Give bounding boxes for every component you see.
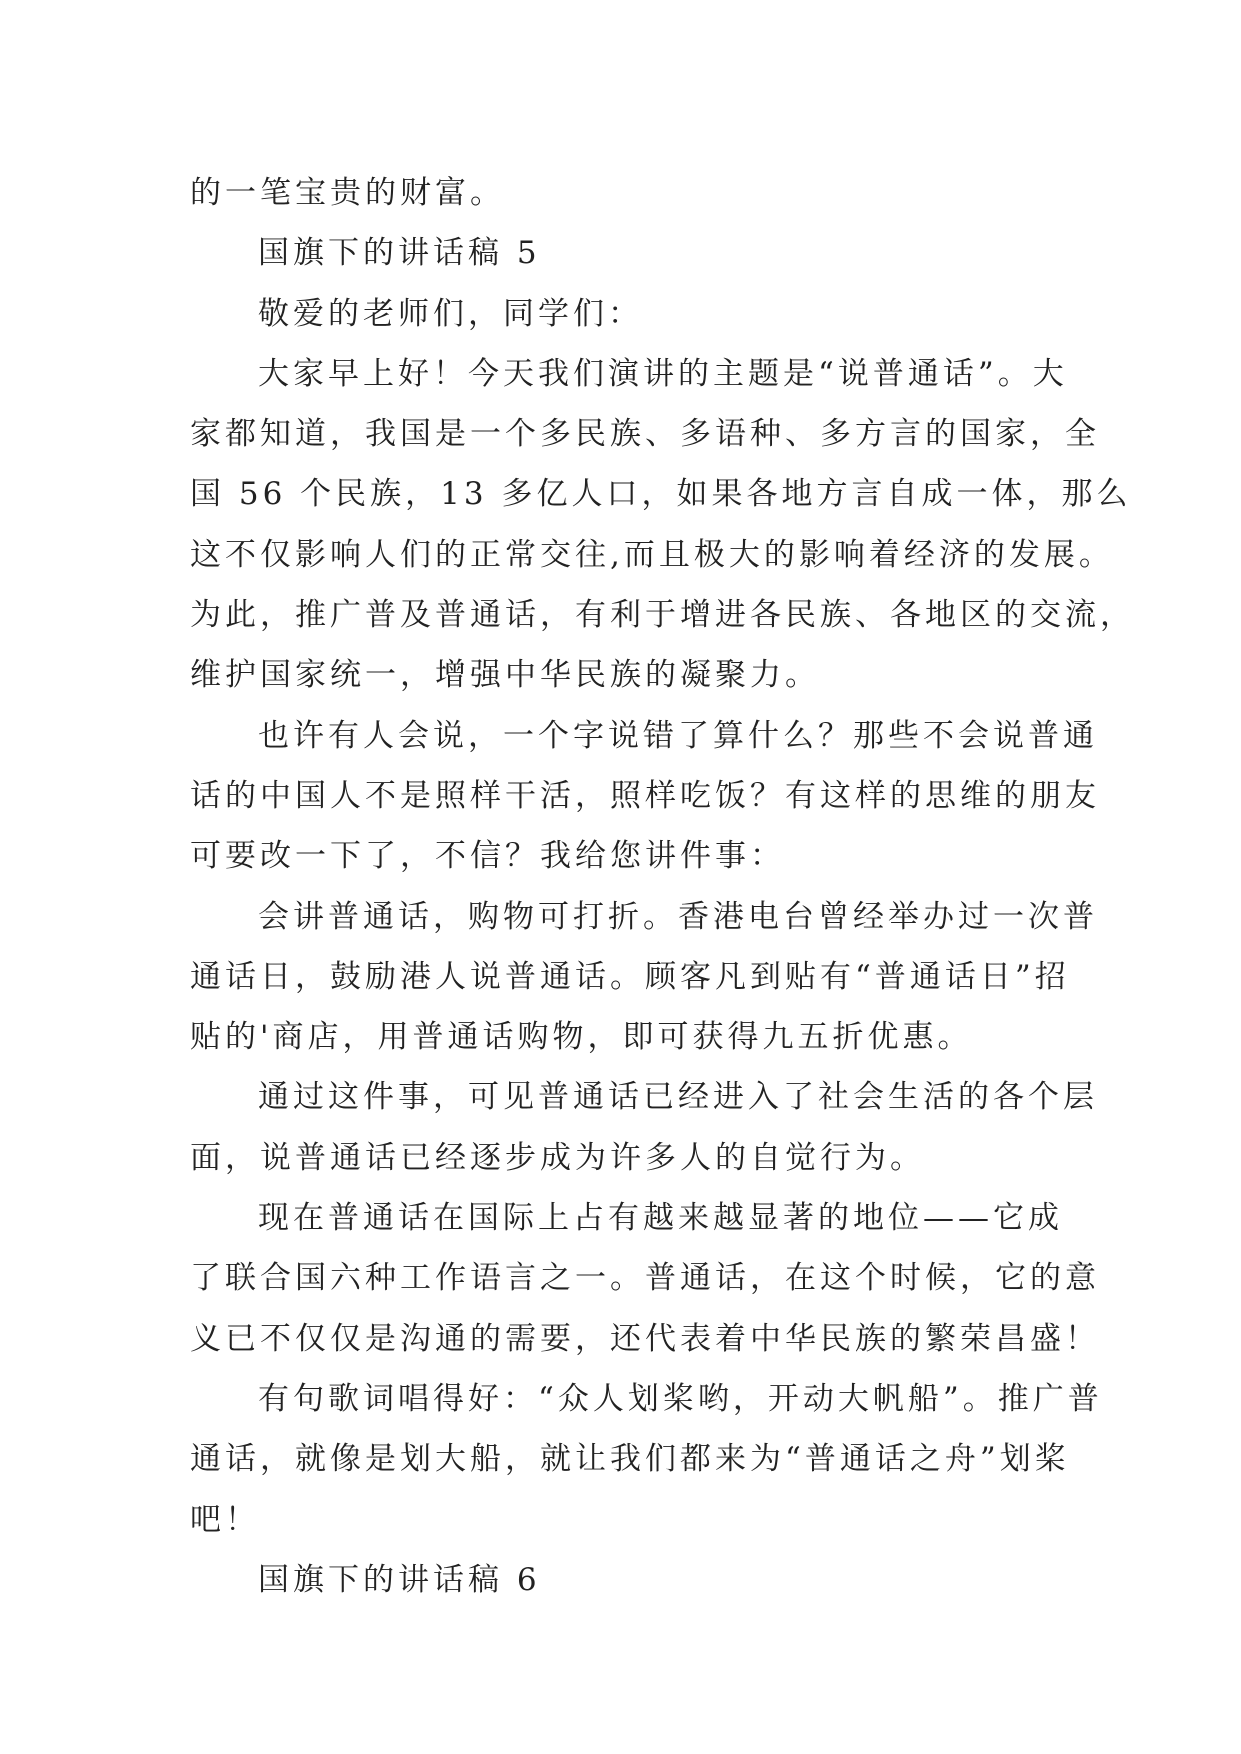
text-line: 有句歌词唱得好：“众人划桨哟，开动大帆船”。推广普 [258, 1380, 1103, 1417]
text-line: 维护国家统一，增强中华民族的凝聚力。 [190, 657, 820, 694]
text-line: 大家早上好！今天我们演讲的主题是“说普通话”。大 [258, 355, 1068, 392]
section-heading: 国旗下的讲话稿 5 [258, 235, 541, 272]
text-line: 会讲普通话，购物可打折。香港电台曾经举办过一次普 [258, 898, 1098, 935]
text-line: 了联合国六种工作语言之一。普通话，在这个时候，它的意 [190, 1260, 1100, 1297]
document-body [190, 163, 1135, 1610]
text-line: 通话，就像是划大船，就让我们都来为“普通话之舟”划桨 [190, 1441, 1070, 1478]
text-line: 面，说普通话已经逐步成为许多人的自觉行为。 [190, 1139, 925, 1176]
text-line: 义已不仅仅是沟通的需要，还代表着中华民族的繁荣昌盛！ [190, 1320, 1100, 1357]
text-line: 可要改一下了，不信？我给您讲件事： [190, 838, 785, 875]
text-line: 家都知道，我国是一个多民族、多语种、多方言的国家，全 [190, 416, 1100, 453]
text-line: 现在普通话在国际上占有越来越显著的地位——它成 [258, 1200, 1063, 1237]
text-line: 贴的'商店，用普通话购物，即可获得九五折优惠。 [190, 1019, 973, 1056]
text-line: 国 56 个民族，13 多亿人口，如果各地方言自成一体，那么 [190, 476, 1132, 513]
text-line: 话的中国人不是照样干活，照样吃饭？有这样的思维的朋友 [190, 777, 1100, 814]
text-line: 通话日，鼓励港人说普通话。顾客凡到贴有“普通话日”招 [190, 958, 1070, 995]
salutation: 敬爱的老师们，同学们： [258, 295, 643, 332]
text-line: 通过这件事，可见普通话已经进入了社会生活的各个层 [258, 1079, 1098, 1116]
text-line: 也许有人会说，一个字说错了算什么？那些不会说普通 [258, 717, 1098, 754]
text-line: 吧！ [190, 1501, 260, 1538]
text-line: 为此，推广普及普通话，有利于增进各民族、各地区的交流， [190, 597, 1135, 634]
text-line: 的一笔宝贵的财富。 [190, 175, 505, 211]
text-line: 这不仅影响人们的正常交往,而且极大的影响着经济的发展。 [190, 536, 1114, 573]
section-heading: 国旗下的讲话稿 6 [258, 1561, 541, 1598]
